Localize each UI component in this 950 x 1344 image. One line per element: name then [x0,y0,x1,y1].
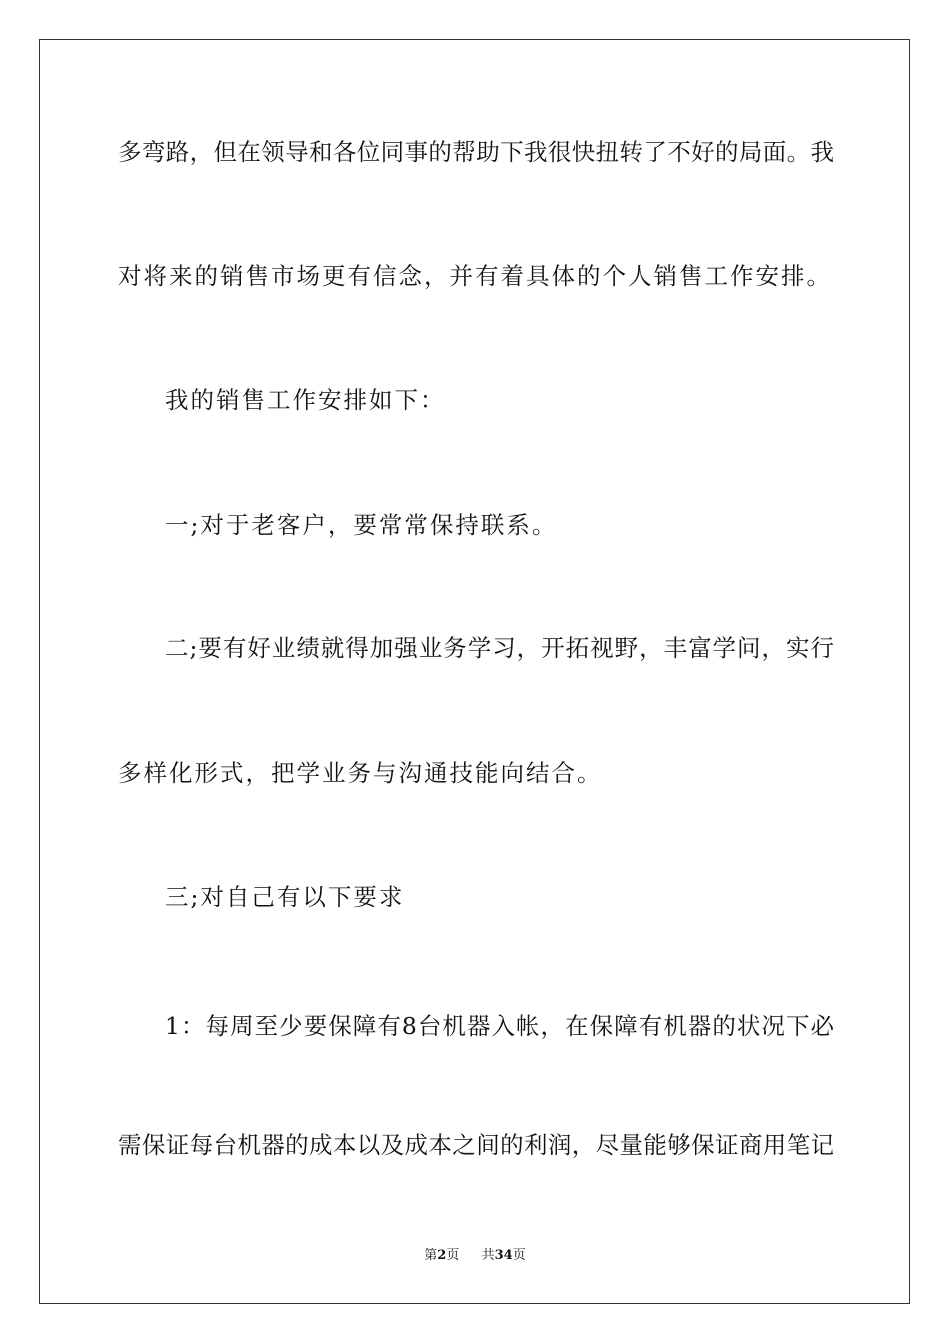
page-frame [39,39,910,1304]
body-line: 需保证每台机器的成本以及成本之间的利润，尽量能够保证商用笔记 [118,1131,834,1159]
page-number: 2 [437,1248,447,1263]
total-prefix: 共 [481,1248,495,1263]
body-line: 对将来的销售市场更有信念，并有着具体的个人销售工作安排。 [118,262,832,290]
body-line: 我的销售工作安排如下： [165,386,446,414]
total-suffix: 页 [512,1248,526,1263]
page-suffix: 页 [446,1248,460,1263]
page-prefix: 第 [424,1248,438,1263]
body-line: 多样化形式，把学业务与沟通技能向结合。 [118,759,603,787]
body-line: 1：每周至少要保障有8台机器入帐，在保障有机器的状况下必 [165,1012,834,1040]
body-line: 二;要有好业绩就得加强业务学习，开拓视野，丰富学问，实行 [165,634,834,662]
body-line: 三;对自己有以下要求 [165,883,405,911]
page-footer [0,1247,950,1265]
body-line: 一;对于老客户，要常常保持联系。 [165,511,558,539]
total-pages: 34 [494,1248,513,1263]
body-line: 多弯路，但在领导和各位同事的帮助下我很快扭转了不好的局面。我 [118,138,834,166]
